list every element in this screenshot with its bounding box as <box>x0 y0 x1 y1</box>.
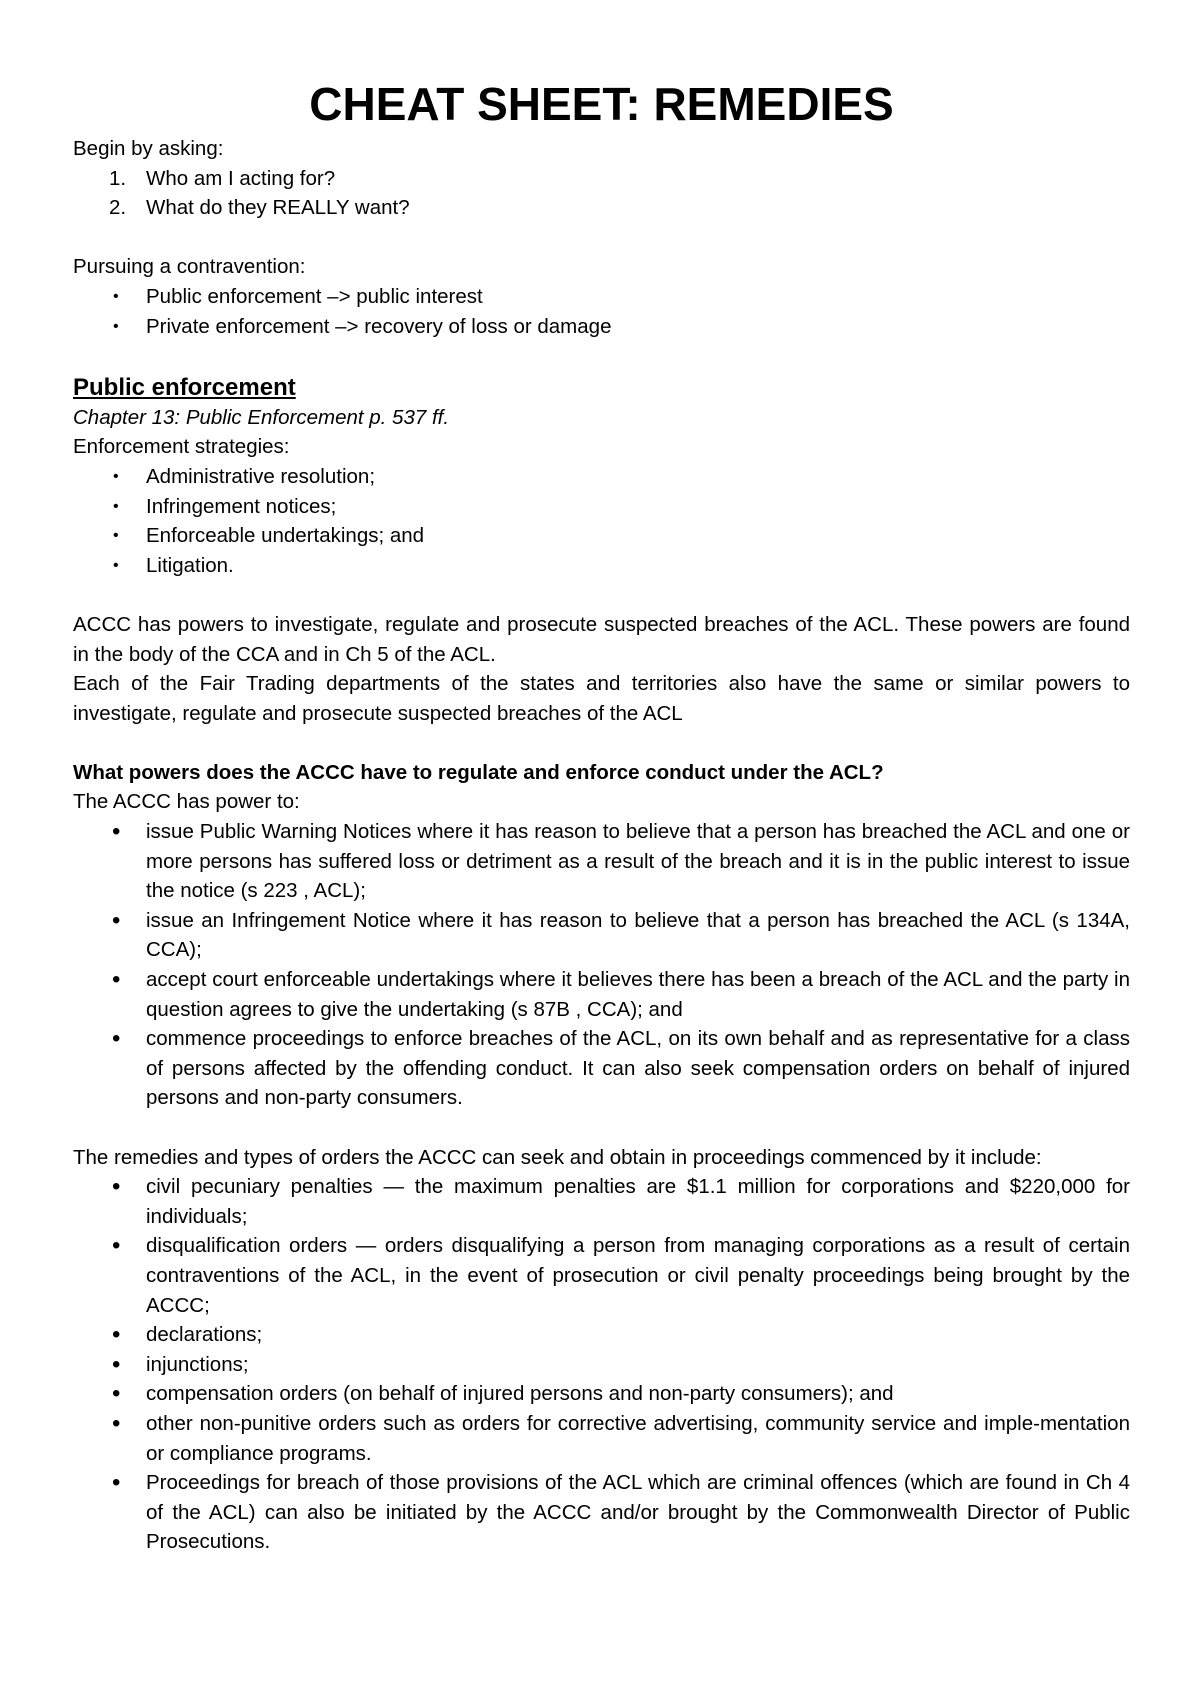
powers-list <box>73 817 1130 1113</box>
strategy-item: • Enforceable undertakings; and <box>73 521 1130 551</box>
remedies-list <box>73 1172 1130 1557</box>
power-item: • accept court enforceable undertakings where it believes there has been a breach of the ACL and the party in question agrees to give the undertaking (s 87B , CCA); and <box>112 966 1130 1021</box>
bullet-icon: • <box>112 1409 121 1437</box>
power-item: • issue Public Warning Notices where it has reason to believe that a person has breached the ACL and one or more persons has suffered loss or detriment as a result of the breach and it is in the public interest to issue the notice (s 223 , ACL); <box>112 818 1130 903</box>
remedy-item: • injunctions; <box>112 1350 249 1378</box>
bullet-icon: • <box>112 966 121 994</box>
bullet-icon: • <box>112 1350 121 1378</box>
accc-powers-paragraph: ACCC has powers to investigate, regulate and prosecute suspected breaches of the ACL. These powers are found in the body of the CCA and in Ch 5 of the ACL. <box>73 612 1130 666</box>
bullet-icon: • <box>112 1321 121 1349</box>
bullet-icon: • <box>113 556 119 574</box>
remedy-item: • declarations; <box>112 1321 263 1349</box>
bullet-icon: • <box>113 527 119 545</box>
bullet-icon: • <box>113 287 119 305</box>
powers-lead: The ACCC has power to: <box>73 790 300 814</box>
power-item: • commence proceedings to enforce breaches of the ACL, on its own behalf and as representative for a class of persons affected by the offending conduct. It can also seek compensation orders on behalf of injured persons and non-party consumers. <box>112 1025 1130 1110</box>
contravention-item: • Public enforcement –> public interest <box>73 282 1130 312</box>
power-item: • issue an Infringement Notice where it has reason to believe that a person has breached the ACL (s 134A, CCA); <box>112 906 1130 962</box>
bullet-icon: • <box>112 1380 121 1408</box>
bullet-icon: • <box>113 467 119 485</box>
strategy-item: • Litigation. <box>73 551 1130 581</box>
bullet-icon: • <box>113 497 119 515</box>
strategy-item: • Infringement notices; <box>73 492 1130 522</box>
powers-question-heading: What powers does the ACCC have to regulate and enforce conduct under the ACL? <box>73 760 884 784</box>
bullet-icon: • <box>113 317 119 335</box>
strategies-list <box>73 462 1130 580</box>
remedy-item: • Proceedings for breach of those provisions of the ACL which are criminal offences (which are found in Ch 4 of the ACL) can also be initiated by the ACCC and/or brought by the Commonwealth Director of Public Prosecutions. <box>112 1469 1130 1554</box>
contravention-item: • Private enforcement –> recovery of loss or damage <box>73 312 1130 342</box>
remedy-item: • disqualification orders — orders disqualifying a person from managing corporations as a result of certain contraventions of the ACL, in the event of prosecution or civil penalty proceedings being brought by the ACCC; <box>112 1232 1130 1317</box>
intro-question: 1. Who am I acting for? <box>109 166 336 190</box>
bullet-icon: • <box>112 1469 121 1497</box>
contravention-lead: Pursuing a contravention: <box>73 255 306 279</box>
bullet-icon: • <box>112 1173 121 1201</box>
intro-question-list <box>73 164 1130 223</box>
remedy-item: • compensation orders (on behalf of injured persons and non-party consumers); and <box>112 1380 894 1408</box>
bullet-icon: • <box>112 906 121 934</box>
contravention-list <box>73 282 1130 341</box>
chapter-reference: Chapter 13: Public Enforcement p. 537 ff. <box>73 405 450 429</box>
remedy-item: • other non-punitive orders such as orders for corrective advertising, community service and imple-mentation or compliance programs. <box>112 1409 1130 1465</box>
bullet-icon: • <box>112 818 121 846</box>
bullet-icon: • <box>112 1025 121 1053</box>
section-heading-public-enforcement: Public enforcement <box>73 373 296 401</box>
fair-trading-paragraph: Each of the Fair Trading departments of the states and territories also have the same or similar powers to investigate, regulate and prosecute suspected breaches of the ACL <box>73 672 1130 725</box>
remedy-item: • civil pecuniary penalties — the maximum penalties are $1.1 million for corporations and $220,000 for individuals; <box>112 1173 1130 1228</box>
intro-lead: Begin by asking: <box>73 137 224 160</box>
strategies-lead: Enforcement strategies: <box>73 435 290 459</box>
remedies-lead: The remedies and types of orders the ACCC can seek and obtain in proceedings commenced by it include: <box>73 1145 1042 1169</box>
strategy-item: • Administrative resolution; <box>73 462 1130 492</box>
document-title: CHEAT SHEET: REMEDIES <box>309 78 894 130</box>
intro-question: 2. What do they REALLY want? <box>109 196 410 220</box>
bullet-icon: • <box>112 1232 121 1260</box>
